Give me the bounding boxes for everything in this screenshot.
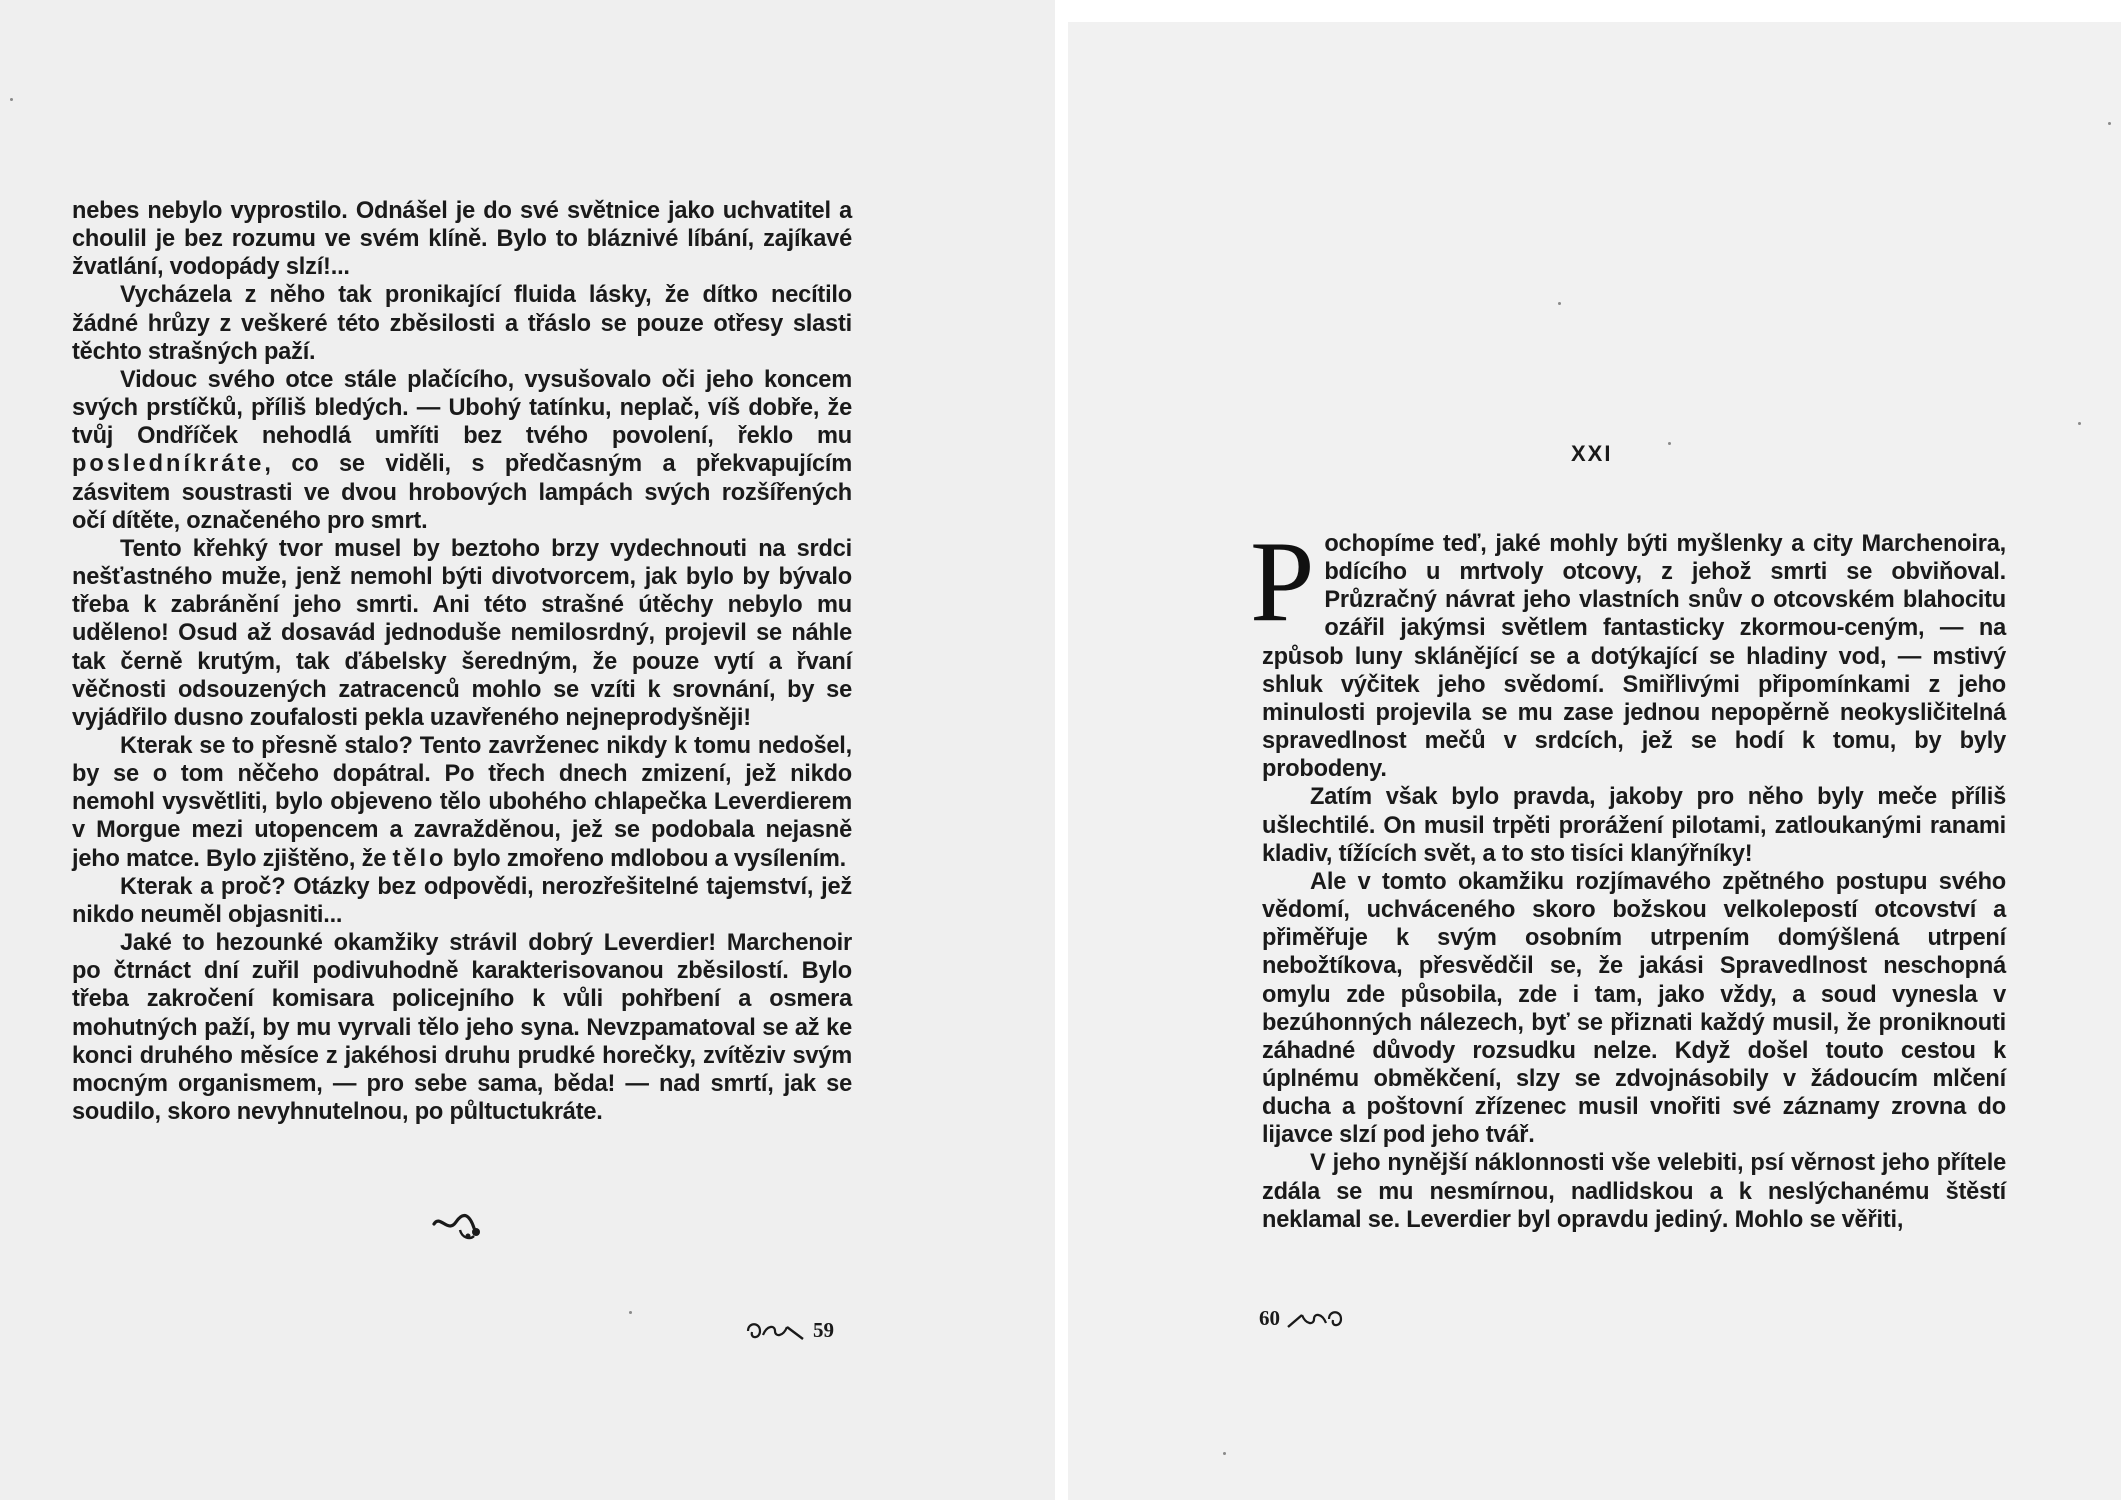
paragraph bbox=[72, 732, 852, 873]
text-run: , co se viděli, s předčasným a překvapujícím zásvitem soustrasti ve dvou hrobových lampách svých rozšířených očí dítěte, označeného pro smrt. bbox=[72, 451, 852, 534]
paragraph: Vycházela z něho tak pronikající fluida lásky, že dítko necítilo žádné hrůzy z veškeré této zběsilosti a třáslo se pouze otřesy slasti těchto strašných paží. bbox=[72, 282, 852, 365]
text-run: Vidouc svého otce stále plačícího, vysušovalo oči jeho koncem svých prstíčků, příliš bledých. — Ubohý tatínku, neplač, víš dobře, že tvůj Ondříček nehodlá umříti bez tvého povolení, řeklo mu bbox=[72, 366, 852, 450]
scan-speck bbox=[10, 98, 13, 101]
paragraph: Ale v tomto okamžiku rozjímavého zpětného postupu svého vědomí, uchváceného skoro božskou velkolepostí otcovství a přiměřuje k svým osobním utrpením domýšlená utrpení nebožtíkova, přesvědčil se, že jakási Spravedlnost neschopná omylu zde působila, zde i tam, jako vždy, a soud vynesla v bezúhonných nálezech, byť se přiznati každý musil, že proniknouti záhadné důvody rozsudku nelze. Když došel touto cestou k úplnému obměkčení, slzy se zdvojnásobily v žádoucím mlčení ducha a poštovní zřízenec musil vnořiti své záznamy zrovna do lijavce slzí pod jeho tvář. bbox=[1262, 868, 2006, 1149]
paragraph: Zatím však bylo pravda, jakoby pro něho byly meče příliš ušlechtilé. On musil trpěti prorážení pilotami, zatloukanými ranami kladiv, tížících svět, a to sto tisíci klanýřníky! bbox=[1262, 784, 2006, 867]
scan-speck bbox=[1558, 302, 1561, 305]
folio-ornament-icon bbox=[745, 1319, 807, 1343]
paragraph: V jeho nynější náklonnosti vše velebiti, psí věrnost jeho přítele zdála se mu nesmírnou, nadlidskou a k neslýchanému štěstí neklamal se. Leverdier byl opravdu jediný. Mohlo se věřiti, bbox=[1262, 1150, 2006, 1233]
scan-speck bbox=[629, 1311, 632, 1314]
right-page-body bbox=[1250, 518, 2006, 1234]
chapter-heading: XXI bbox=[1571, 441, 1613, 466]
paragraph: Tento křehký tvor musel by beztoho brzy vydechnouti na srdci nešťastného muže, jenž nemohl býti divotvorcem, jak bylo by bývalo třeba k zabránění jeho smrti. Ani této strašné útěchy nebylo mu uděleno! Osud až dosavád jednoduše nemilosrdný, projevil se náhle tak černě krutým, tak ďábelsky šeredným, že pouze vytí a řvaní věčnosti odsouzených zatracenců mohlo se vzíti k srovnání, by se vyjádřilo dusno zoufalosti pekla uzavřeného nejneprodyšněji! bbox=[72, 535, 852, 731]
paragraph: Kterak a proč? Otázky bez odpovědi, nerozřešitelné tajemství, jež nikdo neuměl objasniti... bbox=[72, 873, 852, 928]
paragraph bbox=[1250, 518, 2006, 783]
scan-speck bbox=[1668, 442, 1671, 445]
folio-ornament-icon bbox=[1286, 1307, 1344, 1331]
page-number-left bbox=[745, 1318, 834, 1343]
paragraph bbox=[72, 366, 852, 535]
tailpiece-ornament-icon bbox=[430, 1210, 490, 1246]
page-number-text: 59 bbox=[813, 1318, 834, 1342]
page-number-text: 60 bbox=[1259, 1306, 1280, 1330]
spaced-emphasis: tělo bbox=[392, 845, 447, 872]
page-number-right bbox=[1259, 1306, 1344, 1331]
text-run: ochopíme teď, jaké mohly býti myšlenky a city Marchenoira, bdícího u mrtvoly otcovy, z jehož smrti se obviňoval. Průzračný návrat jeho vlastních snův o otcovském blahocitu ozářil jakýmsi světlem fantasticky zkormou-ceným, — na způsob luny sklánějící se a dotýkající se hladiny vod, — mstivý shluk výčitek jeho svědomí. Smiřlivými připomínkami z jeho minulosti projevila se mu zase jednou nepopěrně neokysličitelná spravedlnost mečů v srdcích, jež se hodí k tomu, by byly probodeny. bbox=[1262, 531, 2006, 783]
paragraph: nebes nebylo vyprostilo. Odnášel je do své světnice jako uchvatitel a choulil je bez rozumu ve svém klíně. Bylo to bláznivé líbání, zajíkavé žvatlání, vodopády slzí!... bbox=[72, 198, 852, 281]
text-run: Kterak se to přesně stalo? Tento zavrženec nikdy k tomu nedošel, by se o tom něčeho dopátral. Po třech dnech zmizení, jež nikdo nemohl vysvětliti, bylo objeveno tělo ubohého chlapečka Leverdierem v Morgue mezi utopencem a zavražděnou, jež se podobala nejasně jeho matce. Bylo zjištěno, že bbox=[72, 732, 852, 872]
scan-speck bbox=[1223, 1452, 1226, 1455]
paragraph: Jaké to hezounké okamžiky strávil dobrý Leverdier! Marchenoir po čtrnáct dní zuřil podivuhodně karakterisovanou zběsilostí. Bylo třeba zakročení komisara policejního k vůli pohřbení a osmera mohutných paží, by mu vyrvali tělo jeho syna. Nevzpamatoval se až ke konci druhého měsíce z jakéhosi druhu prudké horečky, zvítěziv svým mocným organismem, — pro sebe sama, běda! — nad smrtí, jak se soudilo, skoro nevyhnutelnou, po půltuctukráte. bbox=[72, 930, 852, 1125]
left-page-body bbox=[72, 197, 852, 1126]
scan-speck bbox=[2108, 122, 2111, 125]
left-page bbox=[0, 0, 1055, 1500]
spaced-emphasis: posledníkráte bbox=[72, 451, 265, 478]
scan-speck bbox=[2078, 422, 2081, 425]
text-run: bylo zmořeno mdlobou a vysílením. bbox=[446, 845, 847, 872]
drop-cap: P bbox=[1250, 518, 1315, 646]
